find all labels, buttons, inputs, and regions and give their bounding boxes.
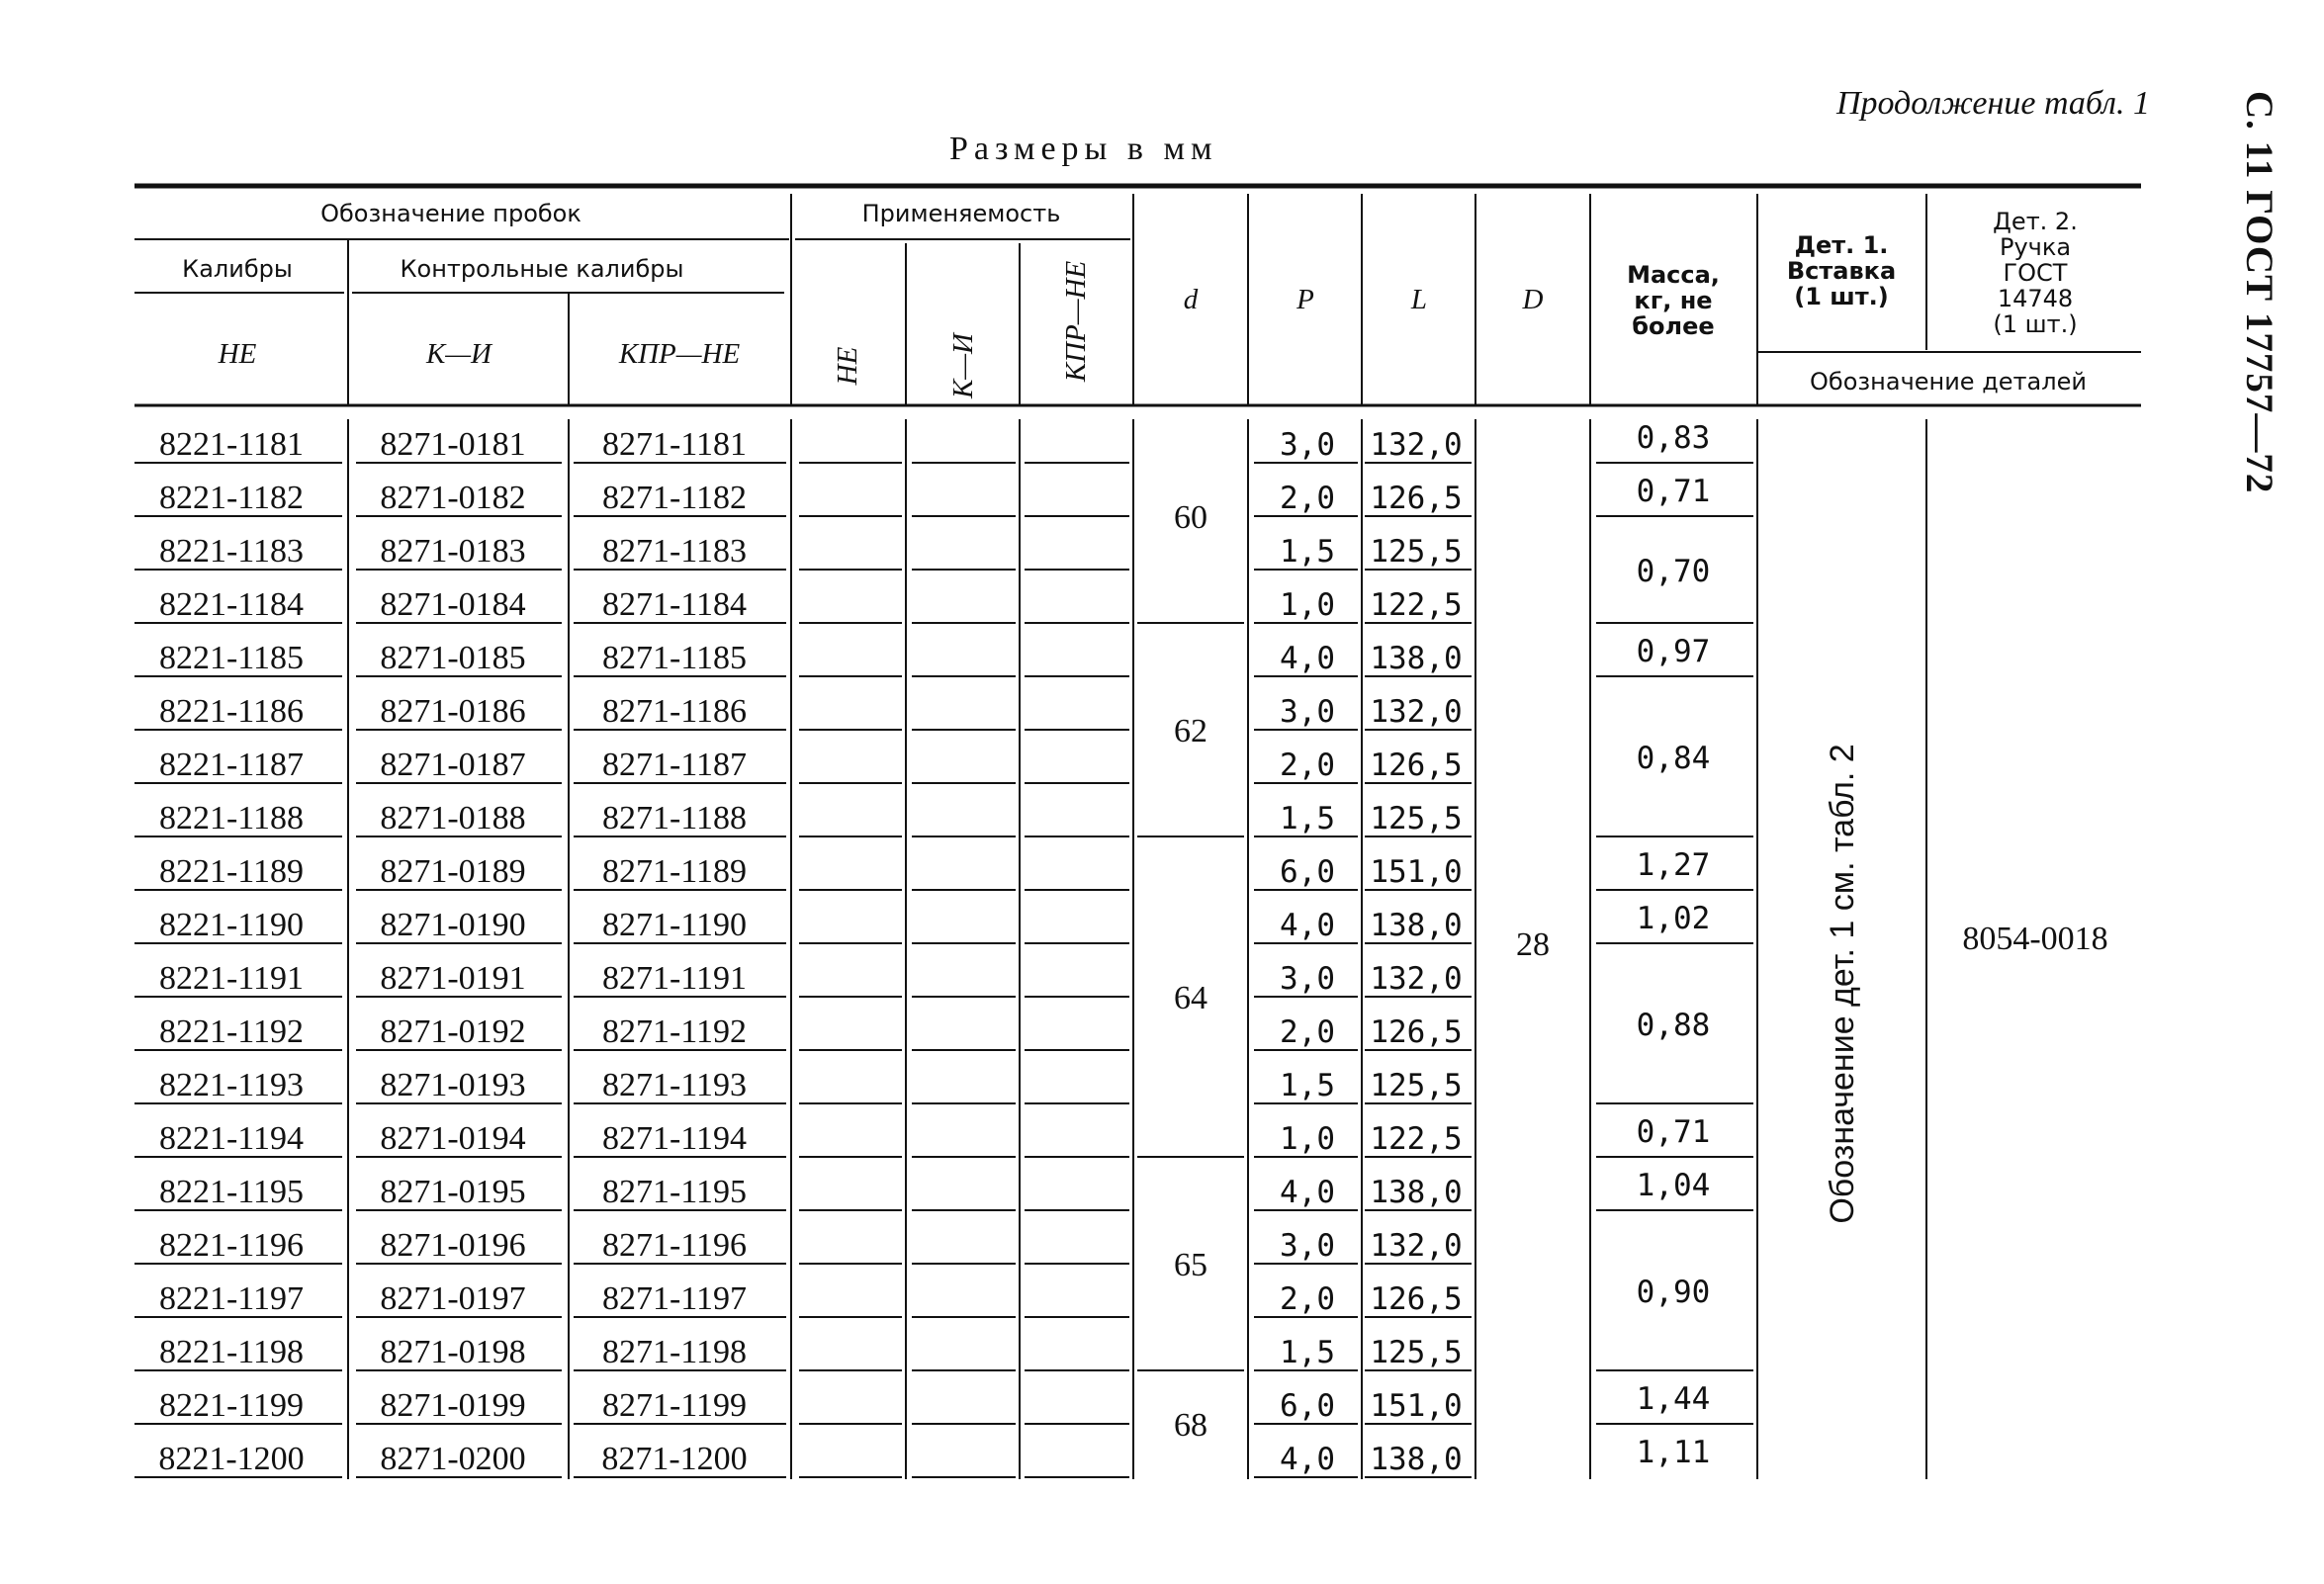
row-code-ne: 8221-1185 bbox=[158, 640, 305, 676]
mass-group-value: 0,71 bbox=[1636, 474, 1711, 509]
row-code-kpr: 8271-1193 bbox=[601, 1067, 748, 1103]
header-plug-designation: Обозначение пробок bbox=[320, 200, 581, 227]
d-group-value: 60 bbox=[1174, 499, 1207, 536]
row-l-value: 151,0 bbox=[1370, 1388, 1463, 1424]
row-code-ki: 8271-0184 bbox=[380, 586, 526, 623]
header-mass-3: более bbox=[1632, 312, 1715, 340]
row-code-kpr: 8271-1188 bbox=[601, 800, 748, 836]
header-app-ne: НЕ bbox=[832, 346, 863, 386]
mass-group-value: 0,70 bbox=[1636, 554, 1711, 589]
row-l-value: 125,5 bbox=[1370, 1068, 1463, 1103]
header-mass-2: кг, не bbox=[1634, 287, 1713, 314]
row-p-value: 3,0 bbox=[1280, 427, 1335, 463]
row-l-value: 132,0 bbox=[1370, 1228, 1463, 1264]
row-code-kpr: 8271-1194 bbox=[601, 1120, 748, 1157]
row-code-ki: 8271-0197 bbox=[380, 1280, 526, 1317]
row-code-kpr: 8271-1195 bbox=[601, 1174, 748, 1210]
row-code-kpr: 8271-1181 bbox=[601, 426, 748, 463]
row-l-value: 126,5 bbox=[1370, 1281, 1463, 1317]
row-p-value: 6,0 bbox=[1280, 1388, 1335, 1424]
row-l-value: 138,0 bbox=[1370, 908, 1463, 943]
row-code-ne: 8221-1194 bbox=[158, 1120, 305, 1157]
row-p-value: 1,5 bbox=[1280, 534, 1335, 570]
row-l-value: 138,0 bbox=[1370, 641, 1463, 676]
row-code-ne: 8221-1186 bbox=[158, 693, 305, 730]
header-app-kpr-ne: КПР—НЕ bbox=[1060, 260, 1092, 383]
row-l-value: 132,0 bbox=[1370, 961, 1463, 997]
row-p-value: 2,0 bbox=[1280, 748, 1335, 783]
row-code-ki: 8271-0196 bbox=[380, 1227, 526, 1264]
row-code-ki: 8271-0190 bbox=[380, 907, 526, 943]
row-code-ne: 8221-1187 bbox=[158, 747, 305, 783]
page-standard-header: С. 11 ГОСТ 17757—72 bbox=[2238, 91, 2280, 494]
mass-group-value: 0,83 bbox=[1636, 420, 1711, 456]
row-code-kpr: 8271-1186 bbox=[601, 693, 748, 730]
header-col-ne: НЕ bbox=[218, 338, 257, 370]
d-group-value: 64 bbox=[1174, 980, 1207, 1016]
header-col-kpr-ne: КПР—НЕ bbox=[618, 338, 741, 370]
row-code-ki: 8271-0191 bbox=[380, 960, 526, 997]
row-p-value: 6,0 bbox=[1280, 854, 1335, 890]
row-p-value: 4,0 bbox=[1280, 908, 1335, 943]
row-p-value: 2,0 bbox=[1280, 1281, 1335, 1317]
row-p-value: 1,0 bbox=[1280, 587, 1335, 623]
row-p-value: 4,0 bbox=[1280, 641, 1335, 676]
row-code-ne: 8221-1188 bbox=[158, 800, 305, 836]
row-p-value: 3,0 bbox=[1280, 694, 1335, 730]
header-d: d bbox=[1183, 284, 1199, 315]
row-code-ne: 8221-1200 bbox=[158, 1441, 305, 1477]
header-det1-3: (1 шт.) bbox=[1794, 283, 1889, 310]
row-p-value: 2,0 bbox=[1280, 481, 1335, 516]
d-group-value: 62 bbox=[1174, 713, 1207, 749]
row-l-value: 151,0 bbox=[1370, 854, 1463, 890]
row-code-ne: 8221-1195 bbox=[158, 1174, 305, 1210]
header-mass-1: Масса, bbox=[1627, 261, 1720, 289]
row-code-ki: 8271-0187 bbox=[380, 747, 526, 783]
row-code-kpr: 8271-1183 bbox=[601, 533, 748, 570]
d-group-value: 65 bbox=[1174, 1247, 1207, 1283]
row-code-ki: 8271-0192 bbox=[380, 1013, 526, 1050]
header-det2-5: (1 шт.) bbox=[1993, 310, 2078, 338]
row-l-value: 132,0 bbox=[1370, 427, 1463, 463]
row-code-kpr: 8271-1192 bbox=[601, 1013, 748, 1050]
row-code-kpr: 8271-1190 bbox=[601, 907, 748, 943]
mass-group-value: 0,88 bbox=[1636, 1008, 1711, 1043]
header-applicability: Применяемость bbox=[861, 200, 1061, 227]
row-code-ki: 8271-0188 bbox=[380, 800, 526, 836]
row-l-value: 125,5 bbox=[1370, 1335, 1463, 1370]
mass-group-value: 0,71 bbox=[1636, 1114, 1711, 1150]
header-details-designation: Обозначение деталей bbox=[1810, 368, 2087, 396]
row-p-value: 1,5 bbox=[1280, 801, 1335, 836]
row-l-value: 138,0 bbox=[1370, 1175, 1463, 1210]
row-p-value: 1,0 bbox=[1280, 1121, 1335, 1157]
row-code-ne: 8221-1196 bbox=[158, 1227, 305, 1264]
header-p: P bbox=[1296, 284, 1314, 315]
det2-designation-value: 8054-0018 bbox=[1962, 921, 2108, 957]
mass-group-value: 0,84 bbox=[1636, 741, 1711, 776]
row-code-ne: 8221-1197 bbox=[158, 1280, 305, 1317]
row-code-ki: 8271-0186 bbox=[380, 693, 526, 730]
row-code-ki: 8271-0183 bbox=[380, 533, 526, 570]
row-code-ki: 8271-0193 bbox=[380, 1067, 526, 1103]
row-p-value: 2,0 bbox=[1280, 1014, 1335, 1050]
row-code-ne: 8221-1189 bbox=[158, 853, 305, 890]
row-code-kpr: 8271-1196 bbox=[601, 1227, 748, 1264]
sizes-title: Размеры в мм bbox=[949, 131, 1218, 167]
row-p-value: 4,0 bbox=[1280, 1442, 1335, 1477]
row-code-ki: 8271-0194 bbox=[380, 1120, 526, 1157]
row-l-value: 126,5 bbox=[1370, 748, 1463, 783]
header-det2-3: ГОСТ bbox=[2003, 259, 2068, 287]
row-l-value: 126,5 bbox=[1370, 481, 1463, 516]
mass-group-value: 0,90 bbox=[1636, 1275, 1711, 1310]
row-code-kpr: 8271-1200 bbox=[601, 1441, 748, 1477]
row-p-value: 1,5 bbox=[1280, 1068, 1335, 1103]
row-code-ki: 8271-0199 bbox=[380, 1387, 526, 1424]
det1-designation-note: Обозначение дет. 1 см. табл. 2 bbox=[1824, 744, 1861, 1224]
row-l-value: 126,5 bbox=[1370, 1014, 1463, 1050]
row-code-kpr: 8271-1185 bbox=[601, 640, 748, 676]
row-code-ki: 8271-0195 bbox=[380, 1174, 526, 1210]
header-det1-2: Вставка bbox=[1786, 257, 1897, 285]
row-code-ki: 8271-0185 bbox=[380, 640, 526, 676]
row-code-kpr: 8271-1182 bbox=[601, 480, 748, 516]
mass-group-value: 1,27 bbox=[1636, 847, 1711, 883]
header-det2-2: Ручка bbox=[1999, 233, 2072, 261]
row-p-value: 1,5 bbox=[1280, 1335, 1335, 1370]
row-code-ne: 8221-1193 bbox=[158, 1067, 305, 1103]
row-code-kpr: 8271-1199 bbox=[601, 1387, 748, 1424]
header-col-ki: К—И bbox=[426, 338, 492, 370]
row-p-value: 4,0 bbox=[1280, 1175, 1335, 1210]
row-code-ne: 8221-1192 bbox=[158, 1013, 305, 1050]
row-code-ki: 8271-0200 bbox=[380, 1441, 526, 1477]
mass-group-value: 1,44 bbox=[1636, 1381, 1711, 1417]
row-l-value: 122,5 bbox=[1370, 1121, 1463, 1157]
header-det2-1: Дет. 2. bbox=[1993, 208, 2078, 235]
row-p-value: 3,0 bbox=[1280, 961, 1335, 997]
row-code-ki: 8271-0182 bbox=[380, 480, 526, 516]
header-d-outer: D bbox=[1522, 284, 1544, 315]
row-code-ne: 8221-1198 bbox=[158, 1334, 305, 1370]
row-l-value: 132,0 bbox=[1370, 694, 1463, 730]
row-l-value: 125,5 bbox=[1370, 801, 1463, 836]
row-code-kpr: 8271-1189 bbox=[601, 853, 748, 890]
row-l-value: 125,5 bbox=[1370, 534, 1463, 570]
row-l-value: 138,0 bbox=[1370, 1442, 1463, 1477]
row-code-kpr: 8271-1184 bbox=[601, 586, 748, 623]
row-code-ne: 8221-1191 bbox=[158, 960, 305, 997]
row-code-ne: 8221-1184 bbox=[158, 586, 305, 623]
header-control-gauges: Контрольные калибры bbox=[400, 255, 684, 283]
header-gauges: Калибры bbox=[182, 255, 293, 283]
row-code-ki: 8271-0181 bbox=[380, 426, 526, 463]
row-code-ne: 8221-1181 bbox=[158, 426, 305, 463]
row-code-kpr: 8271-1187 bbox=[601, 747, 748, 783]
continuation-label: Продолжение табл. 1 bbox=[1835, 85, 2150, 122]
row-code-kpr: 8271-1197 bbox=[601, 1280, 748, 1317]
row-code-ne: 8221-1199 bbox=[158, 1387, 305, 1424]
row-code-ne: 8221-1182 bbox=[158, 480, 305, 516]
header-app-ki: К—И bbox=[947, 333, 979, 398]
row-code-ki: 8271-0198 bbox=[380, 1334, 526, 1370]
d-outer-value: 28 bbox=[1516, 926, 1550, 963]
mass-group-value: 1,11 bbox=[1636, 1435, 1711, 1470]
d-group-value: 68 bbox=[1174, 1407, 1207, 1444]
row-code-kpr: 8271-1198 bbox=[601, 1334, 748, 1370]
header-l: L bbox=[1410, 284, 1428, 315]
row-code-ne: 8221-1183 bbox=[158, 533, 305, 570]
row-p-value: 3,0 bbox=[1280, 1228, 1335, 1264]
row-code-kpr: 8271-1191 bbox=[601, 960, 748, 997]
mass-group-value: 0,97 bbox=[1636, 634, 1711, 669]
header-det1-1: Дет. 1. bbox=[1794, 231, 1889, 259]
row-code-ki: 8271-0189 bbox=[380, 853, 526, 890]
mass-group-value: 1,04 bbox=[1636, 1168, 1711, 1203]
row-code-ne: 8221-1190 bbox=[158, 907, 305, 943]
header-det2-4: 14748 bbox=[1997, 285, 2074, 312]
mass-group-value: 1,02 bbox=[1636, 901, 1711, 936]
row-l-value: 122,5 bbox=[1370, 587, 1463, 623]
